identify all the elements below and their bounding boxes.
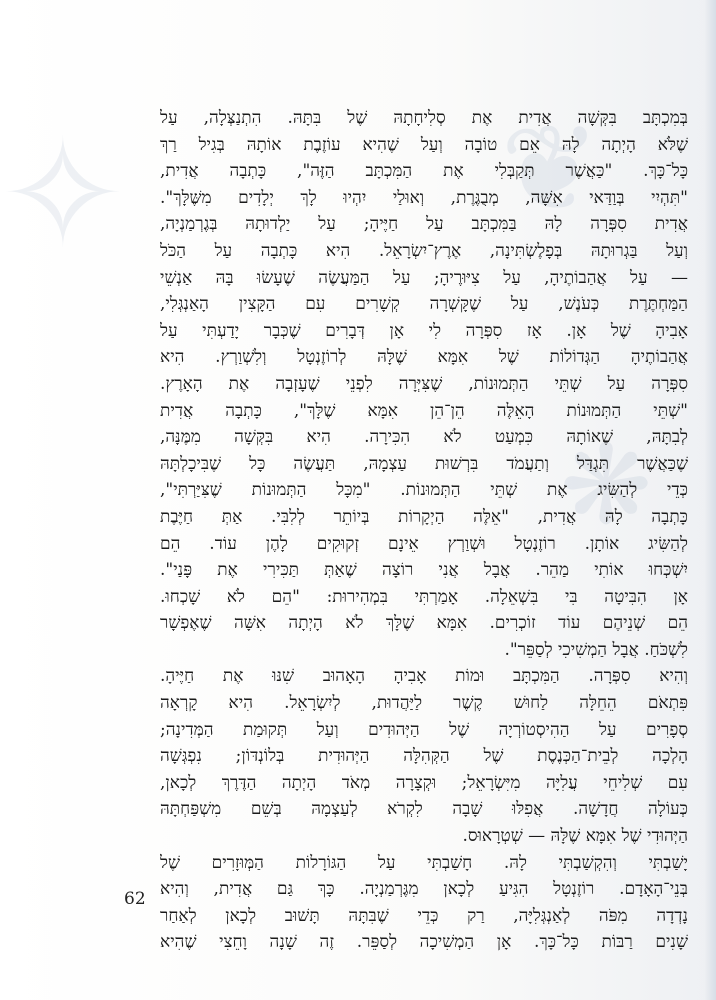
text-line: הַיְּהוּדִי שֶׁל אִמָּא שֶׁלָּהּ — שְׁטְרָאוּס. <box>462 826 688 847</box>
text-line: עִם שְׁלִיחֵי עֲלִיָּה מִיִּשְׂרָאֵל; וּקְצָרָה מְאֹד הָיְתָה הַדֶּרֶךְ לְכָאן, <box>160 772 688 793</box>
text-line: — עַל אֲהַבוֹתֶיהָ, עַל צִיּוּרֶיהָ; עַל הַמַּעֲשֶׂה שֶׁעָשׂוּ בָּהּ אַנְשֵׁי <box>160 267 688 288</box>
text-line: שֶׁכַּאֲשֶׁר תִּגְדַּל וְתַעֲמֹד בִּרְשׁוּת עַצְמָהּ, תַּעֲשֶׂה כָּל שֶׁבִּיכָלְתָּהּ <box>160 453 688 474</box>
body-text <box>160 100 688 956</box>
text-line: סִפְּרָה עַל שְׁתֵּי הַתְּמוּנוֹת, שֶׁצִּיְּרָה לִפְנֵי שֶׁעָזְבָה אֶת הָאָרֶץ. <box>160 373 688 394</box>
text-line: אֲדִית סִפְּרָה לָהּ בַּמִּכְתָּב עַל חַיֶּיהָ; עַל יַלְדוּתָהּ בְּגֶרְמַנְיָה, <box>160 214 688 235</box>
show-through-mark: ❦ <box>500 100 601 239</box>
show-through-mark: ❋ <box>560 421 653 549</box>
text-line: "תִּהְיִי בְּוַדַּאי אִשָּׁה, מְבֻגֶּרֶת, וְאוּלַי יִהְיוּ לָךְ יְלָדִים מִשֶּׁלָּךְ". <box>160 187 688 208</box>
text-line: הָלְכָה לְבֵית־הַכְּנֶסֶת שֶׁל הַקְּהִלָּה הַיְּהוּדִית בְּלוֹנְדּוֹן; נִפְגְּשָׁה <box>160 746 688 767</box>
text-line: הַמַּחְתֶּרֶת כְּעֹנֶשׁ, עַל שֶׁקָּשְׁרָה קְשָׁרִים עִם הַקָּצִין הָאַנְגְּלִי, <box>160 294 688 315</box>
text-line: כְּדֵי לְהַשִּׂיג אֶת שְׁתֵּי הַתְּמוּנוֹת. "מִכָּל הַתְּמוּנוֹת שֶׁצִּיַּרְתִּי", <box>160 480 688 501</box>
text-line: אָבִיהָ שֶׁל אָן. אָז סִפְּרָה לִי אָן דְּבָרִים שֶׁכְּבָר יָדַעְתִּי עַל <box>160 320 688 341</box>
page-edge-shadow <box>704 0 716 1000</box>
text-line: פִּתְאֹם הֵחֵלָּה לַחוּשׁ קֶשֶׁר לַיַּהֲדוּת, לְיִשְׂרָאֵל. הִיא קָרְאָה <box>160 693 688 714</box>
text-line: לְבִתָּהּ, שֶׁאוֹתָהּ כִּמְעַט לֹא הִכִּירָה. הִיא בִּקְּשָׁה מִמֶּנָּה, <box>160 427 688 448</box>
text-line: בְּמִכְתָּב בִּקְּשָׁה אֲדִית אֶת סְלִיחָתָהּ שֶׁל בִּתָּהּ. הִתְנַצְּלָה, עַל <box>160 108 688 128</box>
text-line: לְהַשִּׂיג אוֹתָן. רוֹזֶנְטָל וּשְׁוַרְץ אֵינָם זְקוּקִים לָהֶן עוֹד. הֵם <box>160 533 688 554</box>
text-line: בְּנֵי־הָאָדָם. רוֹזֶנְטָל הִגִּיעַ לְכָאן מִגֶּרְמַנְיָה. כָּךְ גַּם אֲדִית, וְהִיא <box>160 879 688 900</box>
text-line: לִשְׁכֹּחַ. אֲבָל הַמְשִׁיכִי לְסַפֵּר". <box>504 639 688 660</box>
text-line: סְפָרִים עַל הַהִיסְטוֹרְיָה שֶׁל הַיְּהוּדִים וְעַל תְּקוּמַת הַמְּדִינָה; <box>160 719 688 740</box>
text-line: הֵם שְׁנֵיהֶם עוֹד זוֹכְרִים. אִמָּא שֶׁלָּךְ לֹא הָיְתָה אִשָּׁה שֶׁאֶפְשָׁר <box>160 613 688 634</box>
text-line: כָּל־כָּךְ. "כַּאֲשֶׁר תְּקַבְּלִי אֶת הַמִּכְתָּב הַזֶּה", כָּתְבָה אֲדִית, <box>160 161 688 182</box>
text-line: וְהִיא סִפְּרָה. הַמִּכְתָּב וּמוֹת אָבִיהָ הָאָהוּב שִׁנּוּ אֶת חַיֶּיהָ. <box>160 666 688 687</box>
text-line: אָן הִבִּיטָה בִּי בִּשְׁאֵלָה. אָמַרְתִּי בִּמְהִירוּת: "הֵם לֹא שָׁכְחוּ. <box>160 586 688 607</box>
page-number: 62 <box>124 889 146 909</box>
text-line: שָׁנִים רַבּוֹת כָּל־כָּךְ. אָן הַמְשִׁיכָה לְסַפֵּר. זֶה שָׁנָה וָחֵצִי שֶׁהִיא <box>160 932 688 953</box>
text-line: אֲהַבוֹתֶיהָ הַגְּדוֹלוֹת שֶׁל אִמָּא שֶׁלָּהּ לְרוֹזֶנְטָל וְלִשְׁוַרְץ. הִיא <box>160 347 688 368</box>
text-line: שֶׁלֹּא הָיְתָה לָהּ אֵם טוֹבָה וְעַל שֶׁהִיא עוֹזֶבֶת אוֹתָהּ בְּגִיל רַךְ <box>160 134 688 155</box>
text-line: נָדְדָה מִפֹּה לְאַנְגְּלִיָּה, רַק כְּדֵי שֶׁבִּתָּהּ תָּשׁוּב לְכָאן לְאַחַר <box>160 905 688 926</box>
text-line: כָּתְבָה לָהּ אֲדִית, "אֵלֶּה הַיְקָרוֹת בְּיוֹתֵר לְלִבִּי. אַתְּ חַיֶּבֶת <box>160 506 688 527</box>
text-line: "שְׁתֵּי הַתְּמוּנוֹת הָאֵלֶּה הֵן־הֵן אִמָּא שֶׁלָּךְ", כָּתְבָה אֲדִית <box>160 400 688 421</box>
text-line: יָשַׁבְתִּי וְהִקְשַׁבְתִּי לָהּ. חָשַׁבְתִּי עַל הַגּוֹרָלוֹת הַמְּוּזָרִים שֶׁל <box>160 852 688 873</box>
text-line: כְּעוֹלָה חֲדָשָׁה. אֲפִלּוּ שָׁבָה לִקְרֹא לְעַצְמָהּ בְּשֵׁם מִשְׁפַּחְתָּהּ <box>160 799 688 820</box>
show-through-mark: ✧ <box>0 108 126 282</box>
text-line: יִשְׁכְּחוּ אוֹתִי מַהֵר. אֲבָל אֲנִי רוֹצָה שֶׁאַתְּ תַּכִּירִי אֶת פָּנַי". <box>160 560 688 581</box>
text-line: וְעַל בַּגְרוּתָהּ בְּפָלֶשְׂתִּינָה, אֶרֶץ־יִשְׂרָאֵל. הִיא כָּתְבָה עַל הַכֹּל <box>160 240 688 261</box>
